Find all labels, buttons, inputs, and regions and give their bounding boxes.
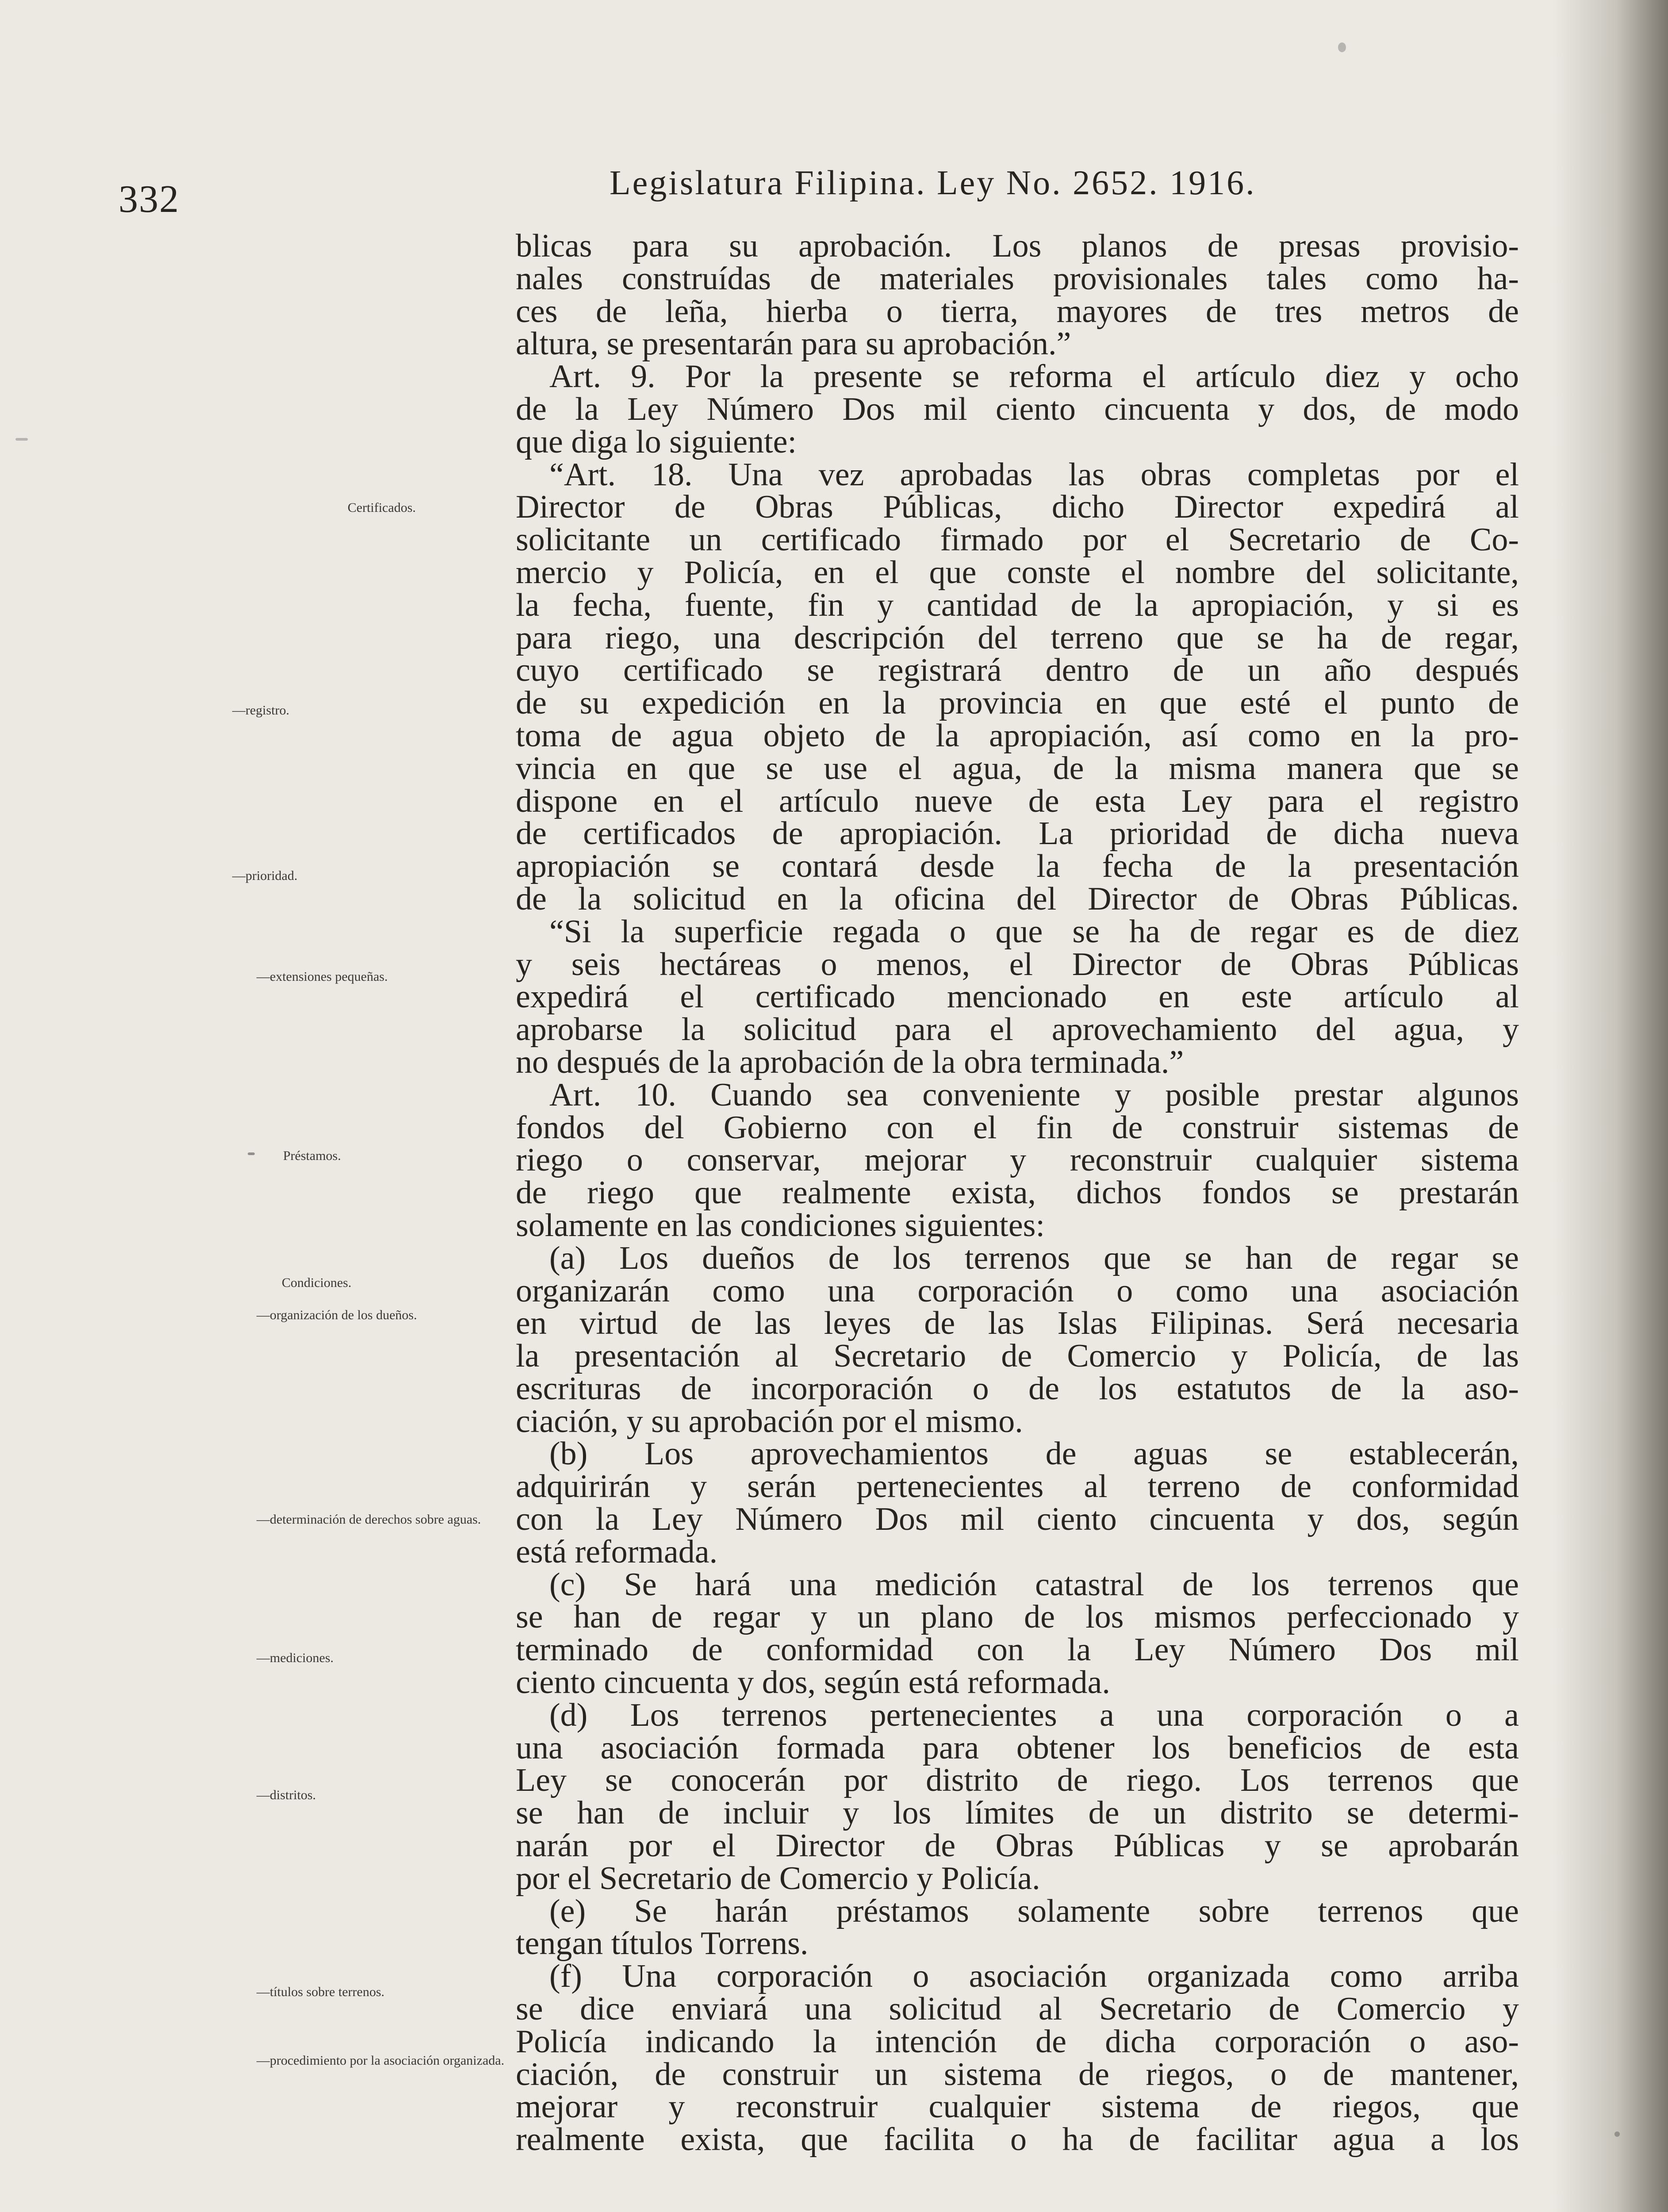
paper-speck <box>248 1152 255 1155</box>
text-line: (e) Se harán préstamos solamente sobre terrenos que <box>549 1893 1519 1929</box>
text-line: una asociación formada para obtener los beneficios de esta <box>516 1729 1519 1766</box>
text-line: Ley se conocerán por distrito de riego. Los terrenos que <box>516 1762 1519 1799</box>
text-line: (b) Los aprovechamientos de aguas se establecerán, <box>549 1436 1519 1472</box>
page-edge-shadow <box>1553 0 1668 2212</box>
text-line: (c) Se hará una medición catastral de los terrenos que <box>549 1566 1519 1603</box>
text-line: ciación, de construir un sistema de riegos, o de mantener, <box>516 2056 1519 2093</box>
text-line: aprobarse la solicitud para el aprovechamiento del agua, y <box>516 1011 1519 1048</box>
text-line: toma de agua objeto de la apropiación, así como en la pro- <box>516 717 1519 754</box>
margin-note: —procedimiento por la asociación organizada. <box>257 2053 505 2068</box>
text-line: la fecha, fuente, fin y cantidad de la apropiación, y si es <box>516 587 1519 623</box>
text-line: solamente en las condiciones siguientes: <box>516 1207 1045 1244</box>
text-line: solicitante un certificado firmado por el Secretario de Co- <box>516 522 1519 558</box>
text-line: Art. 9. Por la presente se reforma el artículo diez y ocho <box>549 358 1519 395</box>
text-line: la presentación al Secretario de Comercio y Policía, de las <box>516 1338 1519 1375</box>
text-line: fondos del Gobierno con el fin de construir sistemas de <box>516 1109 1519 1146</box>
text-line: cuyo certificado se registrará dentro de un año después <box>516 652 1519 689</box>
text-line: Director de Obras Públicas, dicho Director expedirá al <box>516 489 1519 526</box>
text-line: Policía indicando la intención de dicha corporación o aso- <box>516 2023 1519 2060</box>
text-line: para riego, una descripción del terreno que se ha de regar, <box>516 619 1519 656</box>
text-line: terminado de conformidad con la Ley Número Dos mil <box>516 1632 1519 1668</box>
text-line: altura, se presentarán para su aprobación.” <box>516 326 1071 362</box>
text-line: se dice enviará una solicitud al Secretario de Comercio y <box>516 1991 1519 2028</box>
margin-note: Préstamos. <box>283 1148 341 1163</box>
margin-note: —títulos sobre terrenos. <box>257 1985 385 1999</box>
text-line: de la solicitud en la oficina del Director de Obras Públicas. <box>516 880 1519 917</box>
margin-note: —organización de los dueños. <box>257 1308 417 1322</box>
text-line: ciento cincuenta y dos, según está reformada. <box>516 1664 1110 1701</box>
text-line: realmente exista, que facilita o ha de facilitar agua a los <box>516 2121 1519 2158</box>
paper-speck <box>1338 42 1346 52</box>
text-line: mejorar y reconstruir cualquier sistema de riegos, que <box>516 2089 1519 2125</box>
running-head: Legislatura Filipina. Ley No. 2652. 1916. <box>610 163 1256 202</box>
text-line: tengan títulos Torrens. <box>516 1925 809 1962</box>
margin-note: Condiciones. <box>282 1275 352 1290</box>
text-line: blicas para su aprobación. Los planos de presas provisio- <box>516 228 1519 264</box>
text-line: está reformada. <box>516 1533 718 1570</box>
margin-note: —mediciones. <box>257 1651 334 1665</box>
text-line: se han de incluir y los límites de un distrito se determi- <box>516 1795 1519 1832</box>
text-line: de su expedición en la provincia en que esté el punto de <box>516 685 1519 722</box>
text-line: no después de la aprobación de la obra terminada.” <box>516 1044 1184 1080</box>
text-line: “Si la superficie regada o que se ha de regar es de diez <box>549 913 1519 950</box>
text-line: se han de regar y un plano de los mismos perfeccionado y <box>516 1599 1519 1636</box>
text-line: (f) Una corporación o asociación organizada como arriba <box>549 1958 1519 1995</box>
margin-note: —extensiones pequeñas. <box>257 969 388 984</box>
text-line: de riego que realmente exista, dichos fondos se prestarán <box>516 1175 1519 1211</box>
text-line: de certificados de apropiación. La prioridad de dicha nueva <box>516 815 1519 852</box>
text-line: “Art. 18. Una vez aprobadas las obras completas por el <box>549 456 1519 493</box>
text-line: mercio y Policía, en el que conste el nombre del solicitante, <box>516 554 1519 591</box>
text-line: que diga lo siguiente: <box>516 423 797 460</box>
text-line: (d) Los terrenos pertenecientes a una corporación o a <box>549 1697 1519 1733</box>
margin-note: —prioridad. <box>232 868 298 883</box>
text-line: riego o conservar, mejorar y reconstruir cualquier sistema <box>516 1142 1519 1179</box>
text-line: (a) Los dueños de los terrenos que se han de regar se <box>549 1240 1519 1276</box>
text-line: organizarán como una corporación o como una asociación <box>516 1272 1519 1309</box>
text-line: escrituras de incorporación o de los estatutos de la aso- <box>516 1370 1519 1407</box>
text-line: nales construídas de materiales provisionales tales como ha- <box>516 260 1519 297</box>
text-line: expedirá el certificado mencionado en este artículo al <box>516 979 1519 1015</box>
text-line: con la Ley Número Dos mil ciento cincuenta y dos, según <box>516 1501 1519 1538</box>
text-line: en virtud de las leyes de las Islas Filipinas. Será necesaria <box>516 1305 1519 1342</box>
text-line: adquirirán y serán pertenecientes al terreno de conformidad <box>516 1468 1519 1505</box>
paper-speck <box>1614 2131 1620 2137</box>
text-line: ciación, y su aprobación por el mismo. <box>516 1403 1023 1440</box>
page-number: 332 <box>119 178 180 221</box>
text-line: de la Ley Número Dos mil ciento cincuenta y dos, de modo <box>516 391 1519 427</box>
margin-note: —registro. <box>232 703 290 718</box>
text-line: por el Secretario de Comercio y Policía. <box>516 1860 1040 1897</box>
text-line: y seis hectáreas o menos, el Director de Obras Públicas <box>516 946 1519 983</box>
text-line: Art. 10. Cuando sea conveniente y posible prestar algunos <box>549 1076 1519 1113</box>
paper-speck <box>15 438 28 441</box>
text-line: vincia en que se use el agua, de la misma manera que se <box>516 750 1519 787</box>
text-line: narán por el Director de Obras Públicas y se aprobarán <box>516 1828 1519 1864</box>
text-line: dispone en el artículo nueve de esta Ley para el registro <box>516 783 1519 819</box>
margin-note: —determinación de derechos sobre aguas. <box>257 1512 481 1527</box>
text-line: ces de leña, hierba o tierra, mayores de tres metros de <box>516 293 1519 330</box>
margin-note: —distritos. <box>257 1788 316 1802</box>
body-text <box>516 230 1519 2156</box>
margin-note: Certificados. <box>347 500 416 515</box>
text-line: apropiación se contará desde la fecha de la presentación <box>516 848 1519 885</box>
